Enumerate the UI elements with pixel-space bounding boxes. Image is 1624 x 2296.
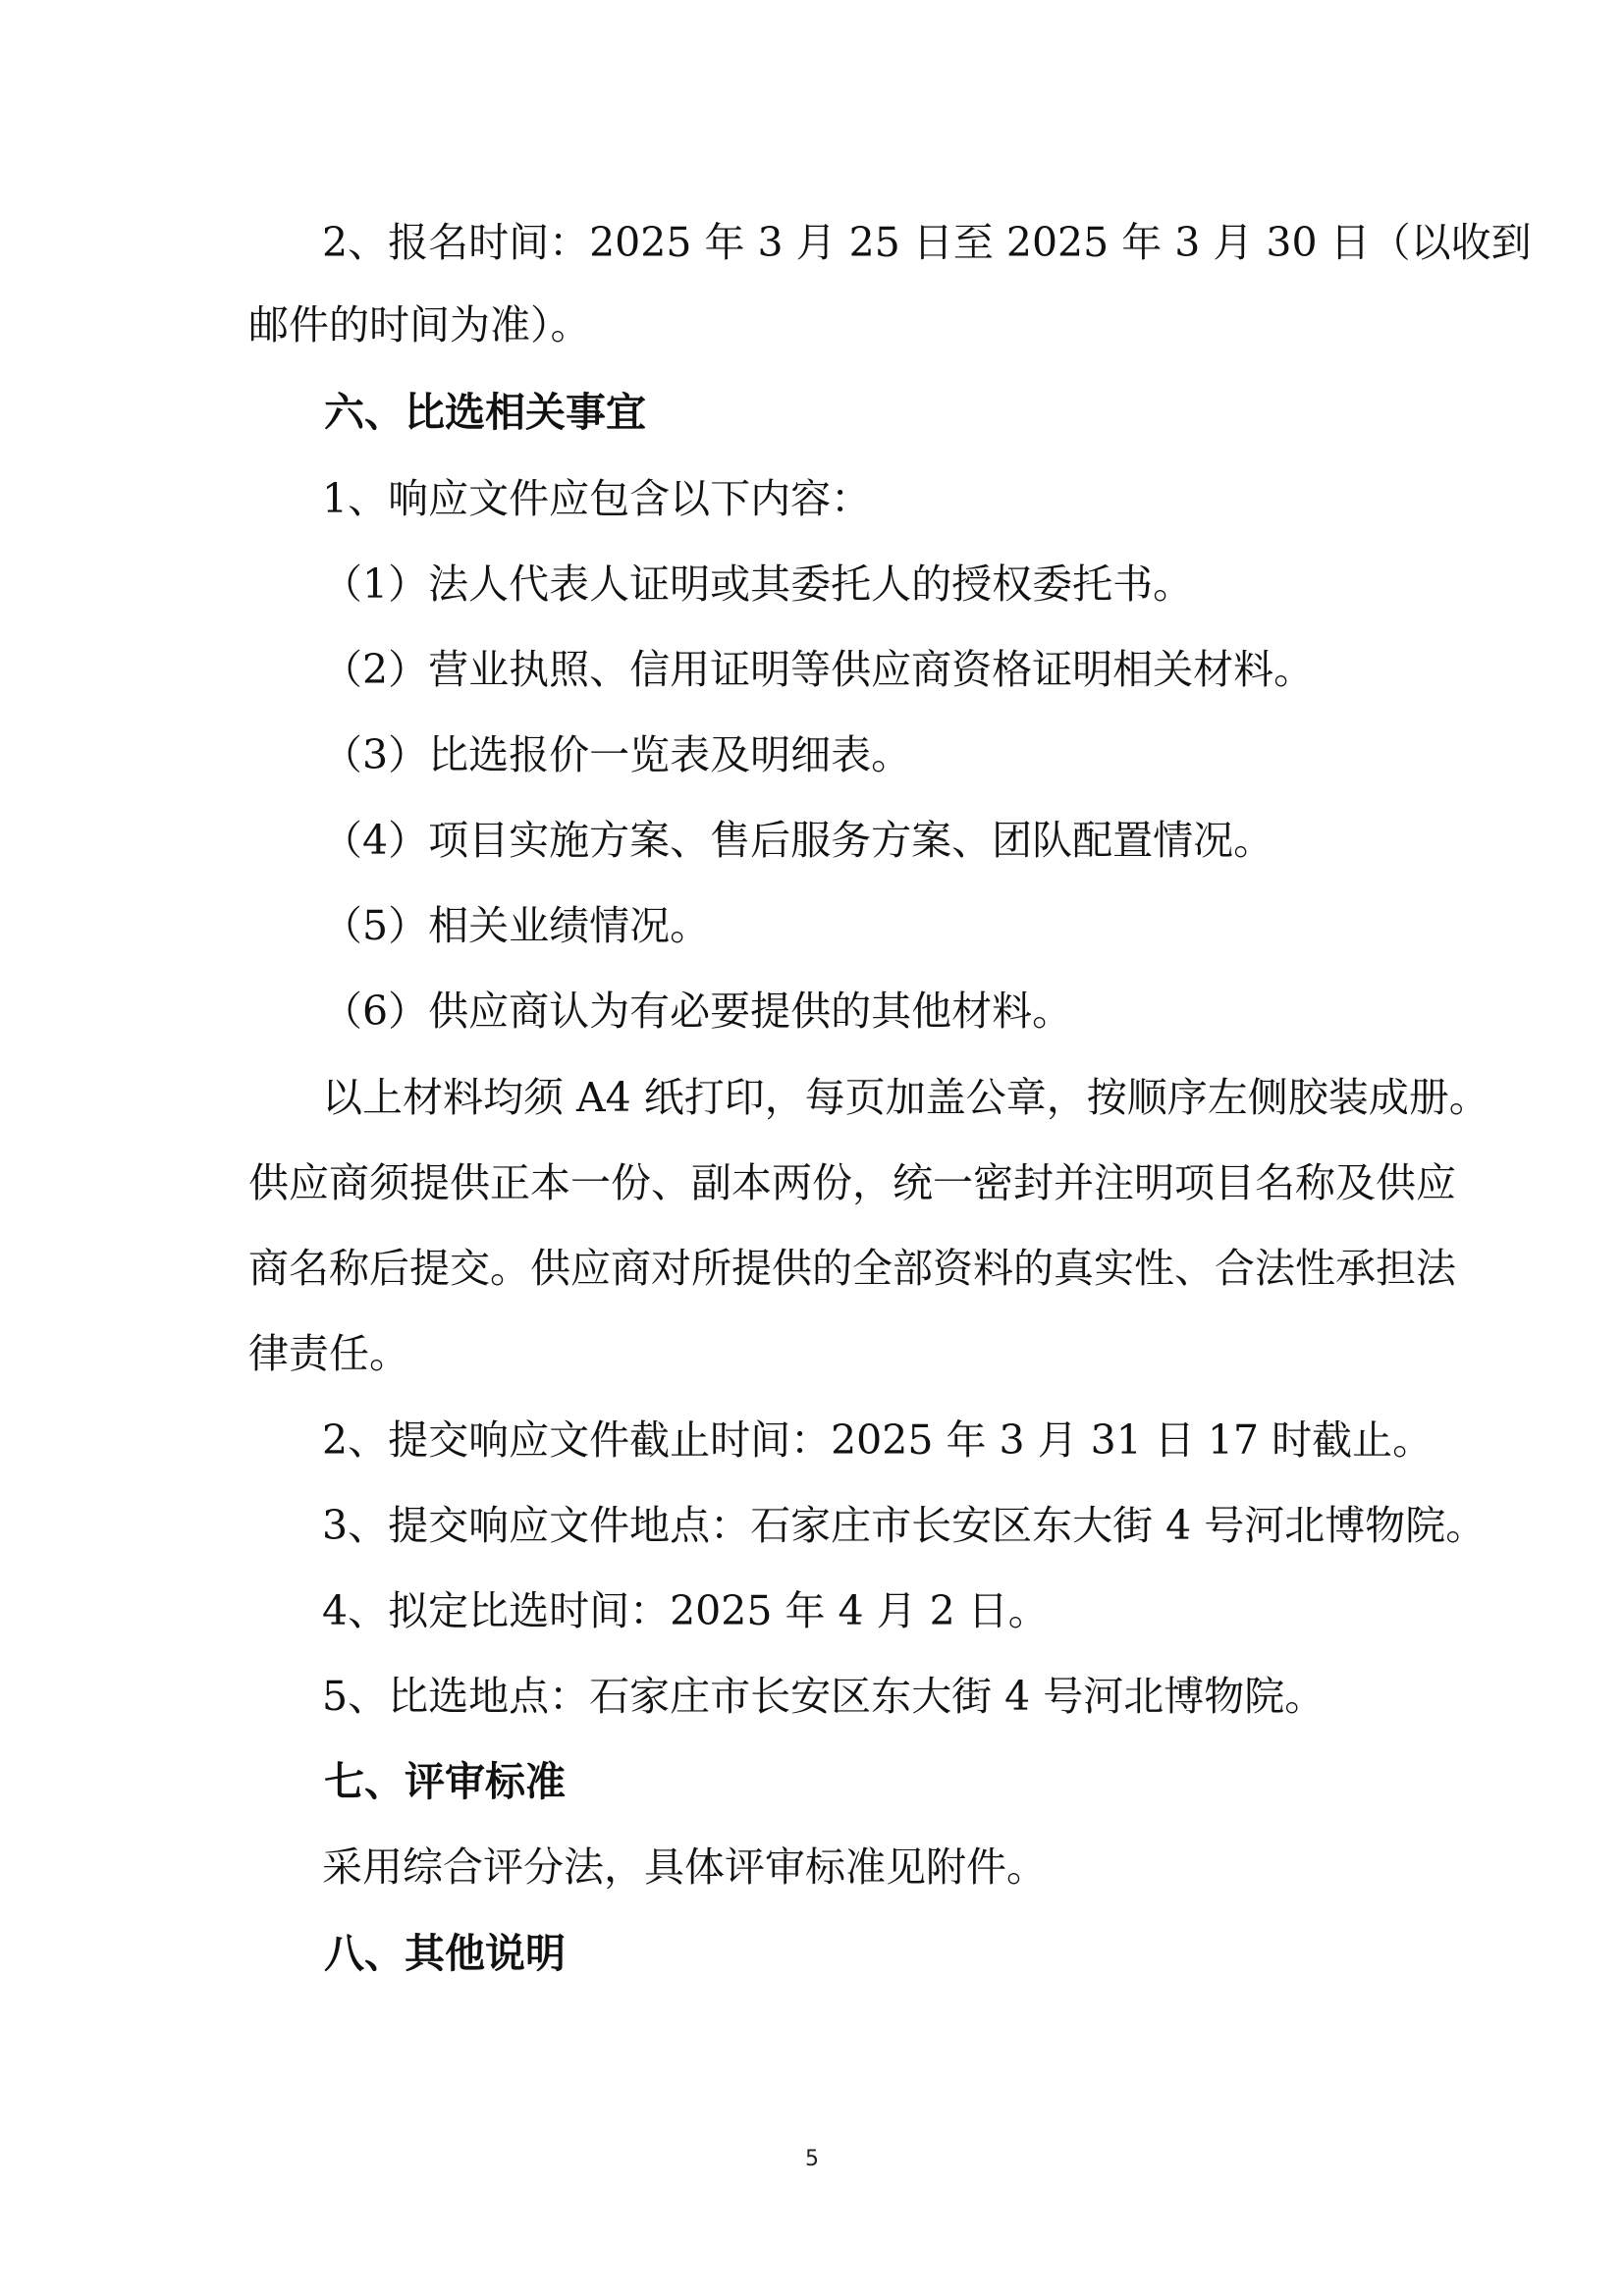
selection-location-line: 5、比选地点：石家庄市长安区东大街 4 号河北博物院。 <box>322 1673 1326 1720</box>
response-docs-item-2: （2）营业执照、信用证明等供应商资格证明相关材料。 <box>322 646 1315 693</box>
evaluation-method-line: 采用综合评分法，具体评审标准见附件。 <box>322 1843 1047 1891</box>
submission-location-line: 3、提交响应文件地点：石家庄市长安区东大街 4 号河北博物院。 <box>322 1502 1487 1549</box>
registration-time-continuation: 邮件的时间为准）。 <box>248 301 591 348</box>
section-eight-heading: 八、其他说明 <box>324 1930 566 1977</box>
materials-paragraph-line-4: 律责任。 <box>248 1330 409 1377</box>
registration-time-line: 2、报名时间：2025 年 3 月 25 日至 2025 年 3 月 30 日（以收到 <box>322 219 1532 266</box>
materials-paragraph-line-1: 以上材料均须 A4 纸打印，每页加盖公章，按顺序左侧胶装成册。 <box>322 1074 1489 1121</box>
submission-deadline-line: 2、提交响应文件截止时间：2025 年 3 月 31 日 17 时截止。 <box>322 1416 1434 1464</box>
page-number: 5 <box>805 2147 819 2171</box>
response-docs-item-6: （6）供应商认为有必要提供的其他材料。 <box>322 988 1073 1035</box>
response-docs-item-5: （5）相关业绩情况。 <box>322 902 711 949</box>
selection-time-line: 4、拟定比选时间：2025 年 4 月 2 日。 <box>322 1587 1049 1634</box>
response-docs-item-4: （4）项目实施方案、售后服务方案、团队配置情况。 <box>322 817 1274 864</box>
response-docs-item-1: （1）法人代表人证明或其委托人的授权委托书。 <box>322 561 1194 608</box>
materials-paragraph-line-3: 商名称后提交。供应商对所提供的全部资料的真实性、合法性承担法 <box>248 1245 1456 1292</box>
section-seven-heading: 七、评审标准 <box>324 1758 566 1805</box>
section-six-heading: 六、比选相关事宜 <box>324 389 646 436</box>
materials-paragraph-line-2: 供应商须提供正本一份、副本两份，统一密封并注明项目名称及供应 <box>248 1159 1456 1206</box>
response-docs-item-3: （3）比选报价一览表及明细表。 <box>322 731 912 778</box>
response-docs-intro: 1、响应文件应包含以下内容： <box>322 475 872 522</box>
